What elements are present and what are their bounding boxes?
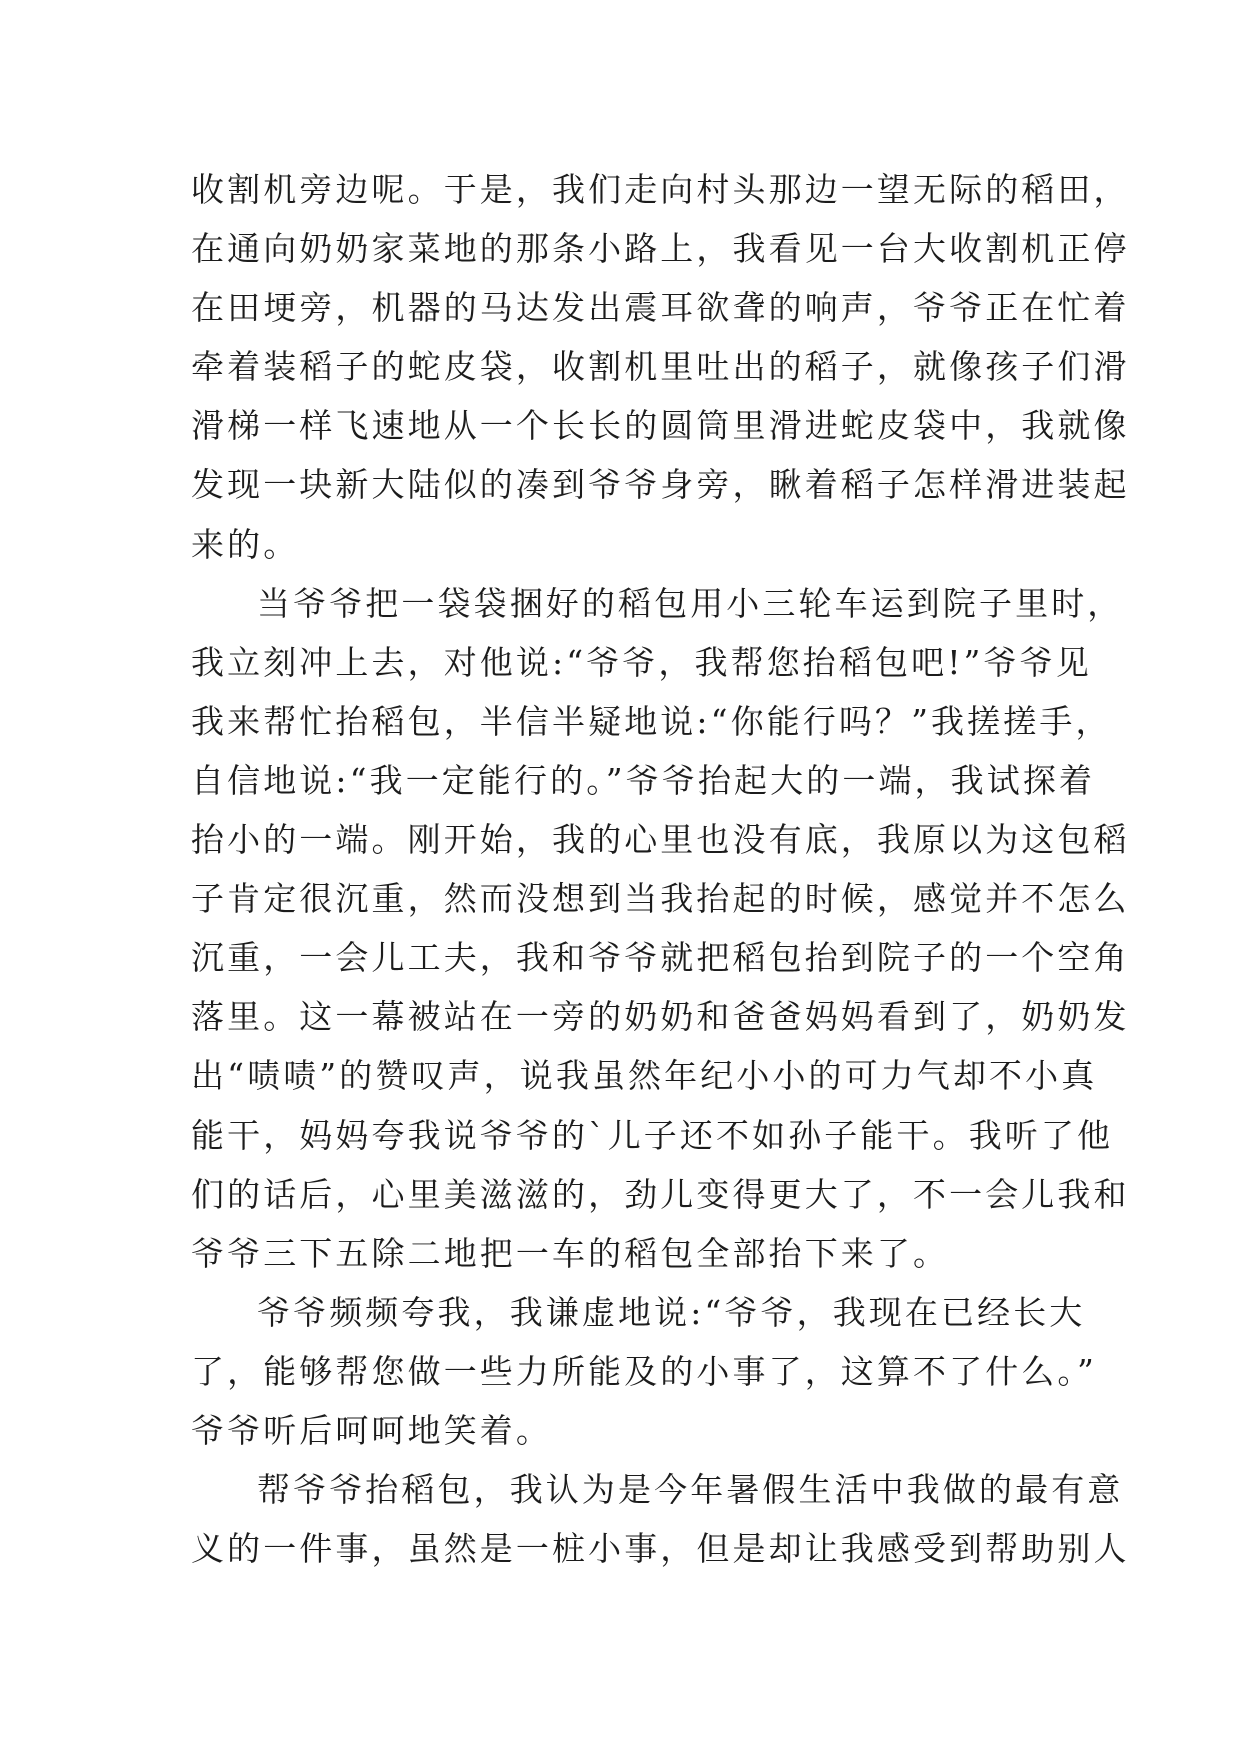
text-line: 子肯定很沉重，然而没想到当我抬起的时候，感觉并不怎么 [191, 879, 1130, 919]
text-line: 出“啧啧”的赞叹声，说我虽然年纪小小的可力气却不小真 [191, 1056, 1098, 1096]
text-line: 落里。这一幕被站在一旁的奶奶和爸爸妈妈看到了，奶奶发 [191, 997, 1130, 1037]
text-line: 抬小的一端。刚开始，我的心里也没有底，我原以为这包稻 [191, 820, 1130, 860]
text-line: 收割机旁边呢。于是，我们走向村头那边一望无际的稻田， [191, 170, 1130, 209]
text-line: 自信地说:“我一定能行的。”爷爷抬起大的一端，我试探着 [191, 760, 1096, 800]
text-line: 滑梯一样飞速地从一个长长的圆筒里滑进蛇皮袋中，我就像 [191, 406, 1130, 446]
text-line: 爷爷听后呵呵地笑着。 [191, 1410, 552, 1450]
text-line: 能干，妈妈夸我说爷爷的`儿子还不如孙子能干。我听了他 [191, 1115, 1114, 1155]
text-line: 爷爷频频夸我，我谦虚地说:“爷爷，我现在已经长大 [257, 1292, 1086, 1332]
text-line: 我来帮忙抬稻包，半信半疑地说:“你能行吗？”我搓搓手， [191, 701, 1112, 741]
text-line: 发现一块新大陆似的凑到爷爷身旁，瞅着稻子怎样滑进装起 [191, 465, 1130, 505]
text-line: 们的话后，心里美滋滋的，劲儿变得更大了，不一会儿我和 [191, 1174, 1130, 1214]
text-line: 牵着装稻子的蛇皮袋，收割机里吐出的稻子，就像孩子们滑 [191, 347, 1130, 387]
text-line: 爷爷三下五除二地把一车的稻包全部抬下来了。 [191, 1233, 950, 1273]
text-line: 在田埂旁，机器的马达发出震耳欲聋的响声，爷爷正在忙着 [191, 288, 1130, 328]
text-line: 沉重，一会儿工夫，我和爷爷就把稻包抬到院子的一个空角 [191, 938, 1130, 978]
text-line: 帮爷爷抬稻包，我认为是今年暑假生活中我做的最有意 [257, 1470, 1124, 1510]
text-line: 在通向奶奶家菜地的那条小路上，我看见一台大收割机正停 [191, 229, 1130, 269]
text-line: 当爷爷把一袋袋捆好的稻包用小三轮车运到院子里时， [257, 583, 1124, 623]
text-line: 我立刻冲上去，对他说:“爷爷，我帮您抬稻包吧!”爷爷见 [191, 642, 1092, 682]
text-line: 义的一件事，虽然是一桩小事，但是却让我感受到帮助别人 [191, 1529, 1130, 1569]
text-line: 了，能够帮您做一些力所能及的小事了，这算不了什么。” [191, 1351, 1097, 1391]
body-text [191, 160, 1130, 1578]
text-line: 来的。 [191, 524, 300, 564]
